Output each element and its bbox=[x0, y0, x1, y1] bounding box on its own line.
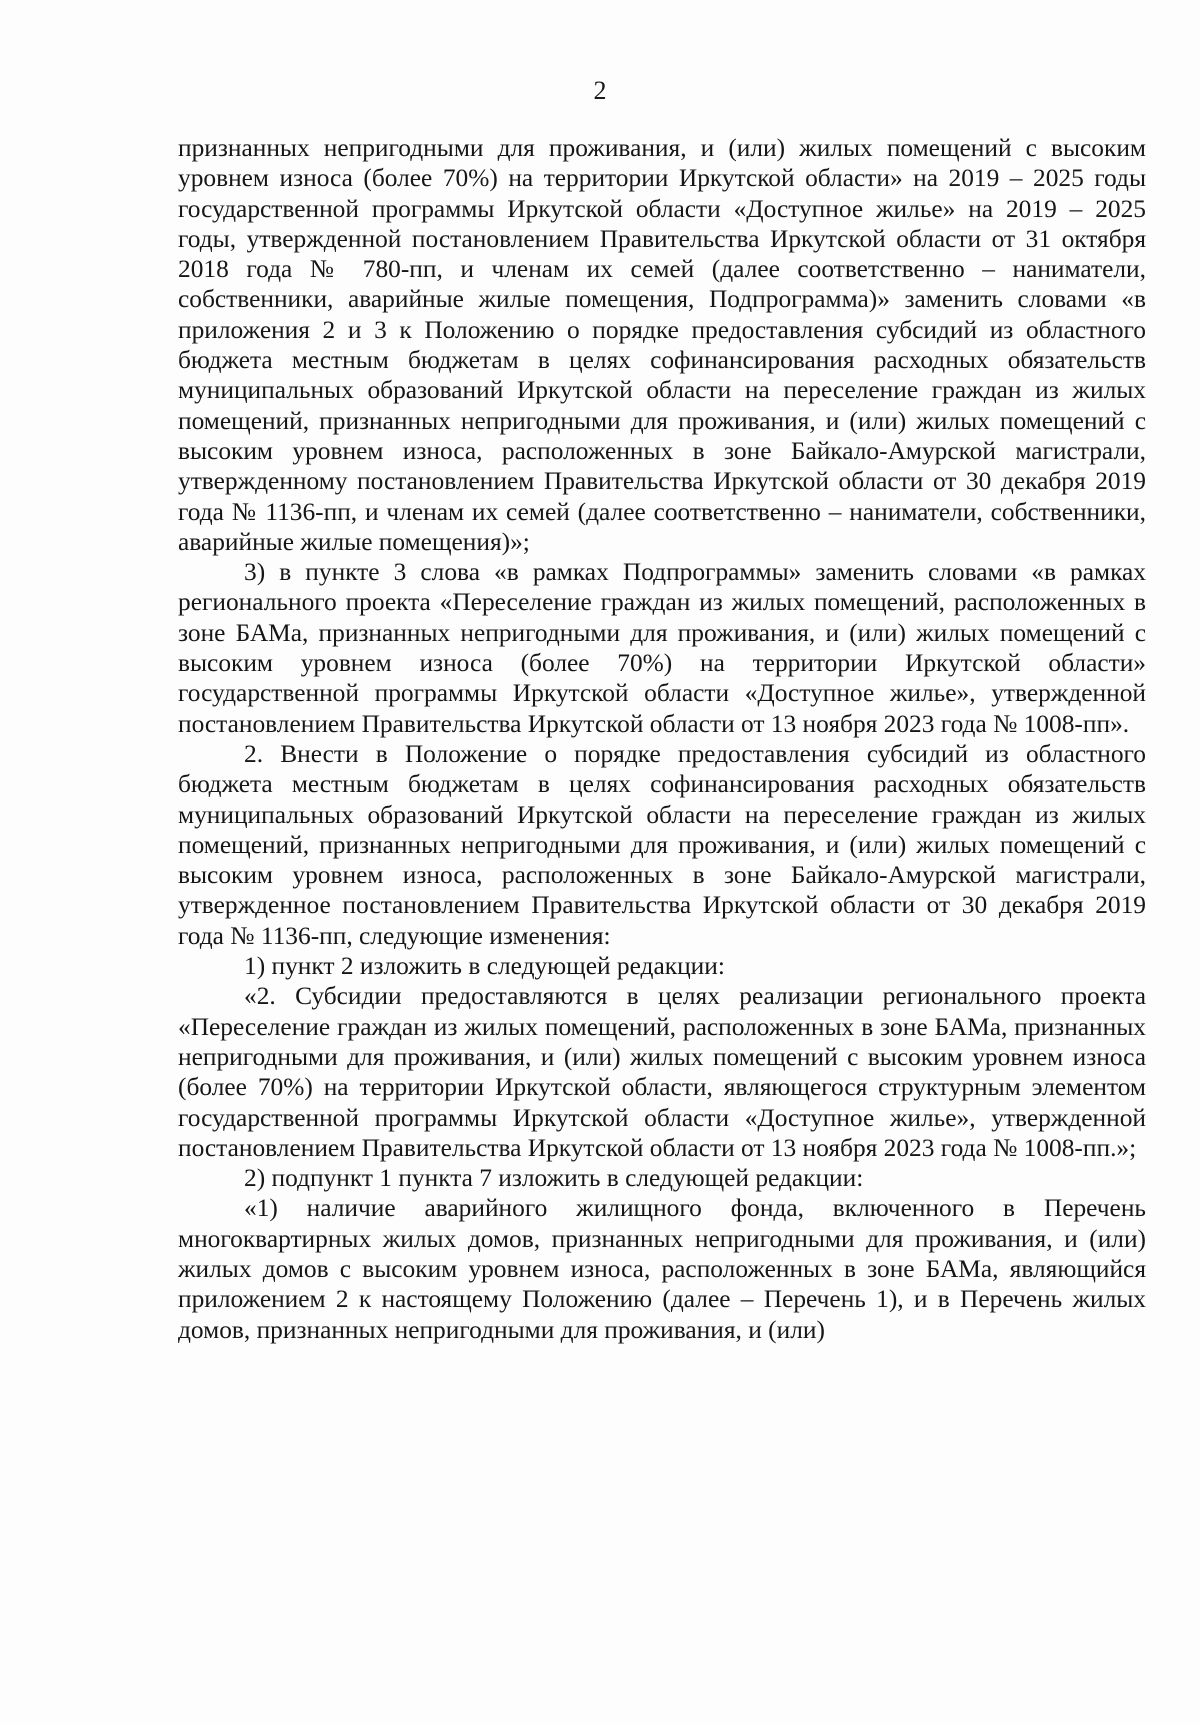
paragraph-quoted-item-2: «2. Субсидии предоставляются в целях реализации регионального проекта «Переселение граждан из жилых помещений, расположенных в зоне БАМа, признанных непригодными для проживания, и (или) жилых помещений с высоким уровнем износа (более 70%) на территории Иркутской области, являющегося структурным элементом государственной программы Иркутской области «Доступное жилье», утвержденной постановлением Правительства Иркутской области от 13 ноября 2023 года № 1008-пп.»; bbox=[178, 982, 1146, 1162]
paragraph-quoted-subitem-1: «1) наличие аварийного жилищного фонда, включенного в Перечень многоквартирных жилых домов, признанных непригодными для проживания, и (или) жилых домов с высоким уровнем износа, расположенных в зоне БАМа, являющийся приложением 2 к настоящему Положению (далее – Перечень 1), и в Перечень жилых домов, признанных непригодными для проживания, и (или) bbox=[178, 1194, 1146, 1344]
paragraph-item-3: 3) в пункте 3 слова «в рамках Подпрограммы» заменить словами «в рамках регионального проекта «Переселение граждан из жилых помещений, расположенных в зоне БАМа, признанных непригодными для проживания, и (или) жилых помещений с высоким уровнем износа (более 70%) на территории Иркутской области» государственной программы Иркутской области «Доступное жилье», утвержденной постановлением Правительства Иркутской области от 13 ноября 2023 года № 1008-пп». bbox=[178, 558, 1146, 738]
paragraph-section-2: 2. Внести в Положение о порядке предоставления субсидий из областного бюджета местным бюджетам в целях софинансирования расходных обязательств муниципальных образований Иркутской области на переселение граждан из жилых помещений, признанных непригодными для проживания, и (или) жилых помещений с высоким уровнем износа, расположенных в зоне Байкало-Амурской магистрали, утвержденное постановлением Правительства Иркутской области от 30 декабря 2019 года № 1136-пп, следующие изменения: bbox=[178, 739, 1146, 950]
paragraph-continuation: признанных непригодными для проживания, и (или) жилых помещений с высоким уровнем износа (более 70%) на территории Иркутской области» на 2019 – 2025 годы государственной программы Иркутской области «Доступное жилье» на 2019 – 2025 годы, утвержденной постановлением Правительства Иркутской области от 31 октября 2018 года № 780-пп, и членам их семей (далее соответственно – наниматели, собственники, аварийные жилые помещения, Подпрограмма)» заменить словами «в приложения 2 и 3 к Положению о порядке предоставления субсидий из областного бюджета местным бюджетам в целях софинансирования расходных обязательств муниципальных образований Иркутской области на переселение граждан из жилых помещений, признанных непригодными для проживания, и (или) жилых помещений с высоким уровнем износа, расположенных в зоне Байкало-Амурской магистрали, утвержденному постановлением Правительства Иркутской области от 30 декабря 2019 года № 1136-пп, и членам их семей (далее соответственно – наниматели, собственники, аварийные жилые помещения)»; bbox=[178, 134, 1146, 556]
paragraph-subitem-2: 2) подпункт 1 пункта 7 изложить в следующей редакции: bbox=[244, 1164, 864, 1193]
document-body bbox=[178, 133, 1146, 1345]
paragraph-subitem-1: 1) пункт 2 изложить в следующей редакции: bbox=[244, 952, 725, 981]
page-number: 2 bbox=[593, 76, 607, 105]
